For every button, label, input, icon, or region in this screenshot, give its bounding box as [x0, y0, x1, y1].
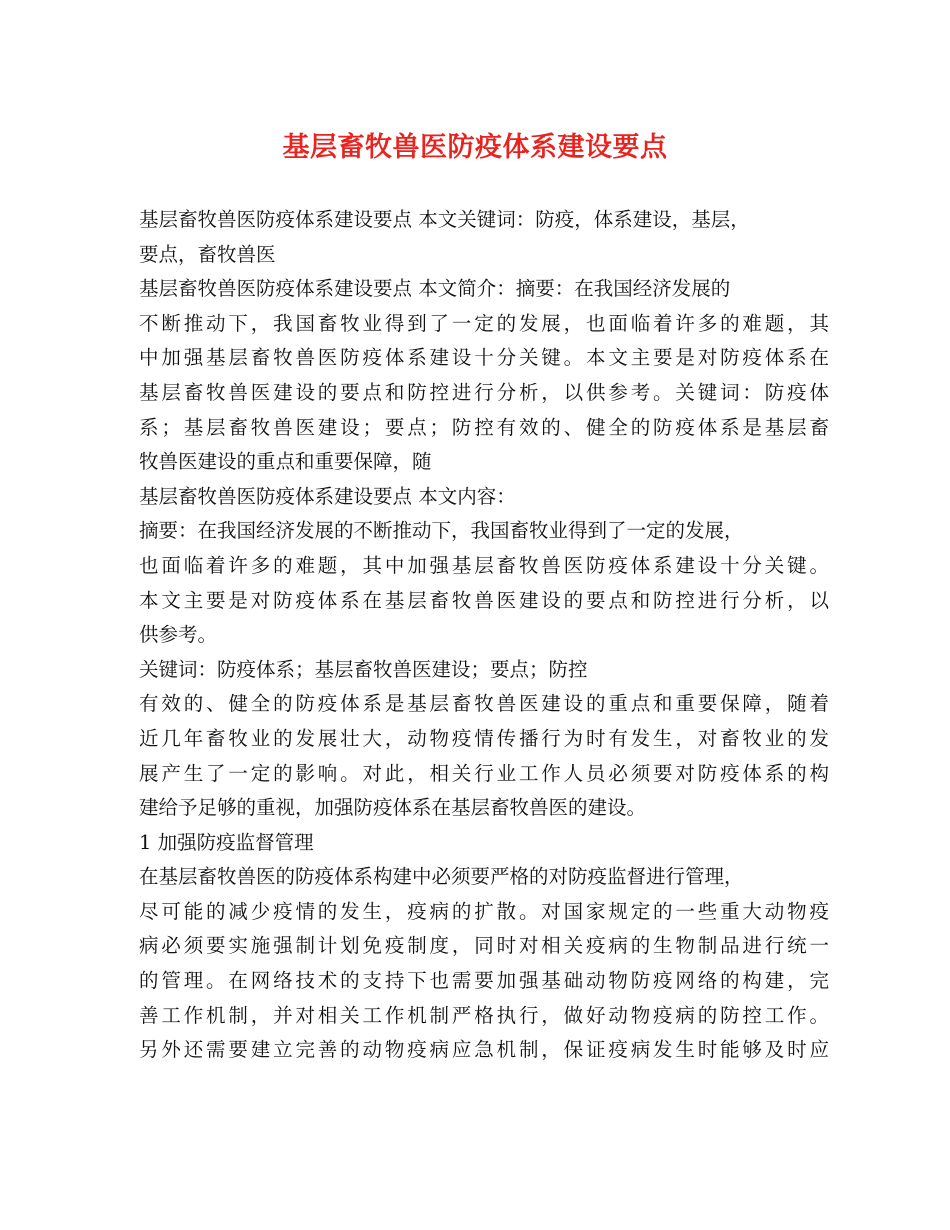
body-line: 基层畜牧兽医防疫体系建设要点 本文关键词：防疫，体系建设，基层，: [139, 208, 750, 231]
body-line: 基层畜牧兽医防疫体系建设要点 本文内容：: [139, 484, 516, 508]
body-line: 中加强基层畜牧兽医防疫体系建设十分关键。本文主要是对防疫体系在: [139, 346, 829, 370]
body-line: 尽可能的减少疫情的发生，疫病的扩散。对国家规定的一些重大动物疫: [139, 899, 829, 923]
body-line: 基层畜牧兽医建设的要点和防控进行分析，以供参考。关键词：防疫体: [139, 380, 829, 404]
body-line: 供参考。: [139, 623, 218, 647]
body-line: 1 加强防疫监督管理: [139, 830, 314, 854]
body-line: 另外还需要建立完善的动物疫病应急机制，保证疫病发生时能够及时应: [139, 1038, 829, 1062]
body-line: 摘要：在我国经济发展的不断推动下，我国畜牧业得到了一定的发展，: [139, 519, 744, 543]
document-title: 基层畜牧兽医防疫体系建设要点: [282, 132, 668, 163]
body-line: 也面临着许多的难题，其中加强基层畜牧兽医防疫体系建设十分关键。: [139, 553, 829, 577]
body-line: 展产生了一定的影响。对此，相关行业工作人员必须要对防疫体系的构: [139, 761, 829, 785]
body-line: 有效的、健全的防疫体系是基层畜牧兽医建设的重点和重要保障，随着: [139, 692, 829, 716]
body-line: 病必须要实施强制计划免疫制度，同时对相关疫病的生物制品进行统一: [139, 934, 829, 958]
body-line: 善工作机制，并对相关工作机制严格执行，做好动物疫病的防控工作。: [139, 1003, 829, 1027]
body-line: 关键词：防疫体系；基层畜牧兽医建设；要点；防控: [139, 657, 588, 681]
body-line: 不断推动下，我国畜牧业得到了一定的发展，也面临着许多的难题，其: [139, 311, 829, 335]
body-line: 近几年畜牧业的发展壮大，动物疫情传播行为时有发生，对畜牧业的发: [139, 726, 829, 750]
document-body: [139, 203, 829, 1068]
body-line: 牧兽医建设的重点和重要保障，随: [139, 450, 432, 474]
body-line: 要点，畜牧兽医: [139, 242, 276, 266]
body-line: 建给予足够的重视，加强防疫体系在基层畜牧兽医的建设。: [139, 796, 647, 820]
body-line: 的管理。在网络技术的支持下也需要加强基础动物防疫网络的构建，完: [139, 969, 829, 993]
body-line: 在基层畜牧兽医的防疫体系构建中必须要严格的对防疫监督进行管理，: [139, 865, 744, 889]
body-line: 基层畜牧兽医防疫体系建设要点 本文简介：摘要：在我国经济发展的: [139, 277, 731, 301]
body-line: 系；基层畜牧兽医建设；要点；防控有效的、健全的防疫体系是基层畜: [139, 415, 829, 439]
body-line: 本文主要是对防疫体系在基层畜牧兽医建设的要点和防控进行分析，以: [139, 588, 829, 612]
